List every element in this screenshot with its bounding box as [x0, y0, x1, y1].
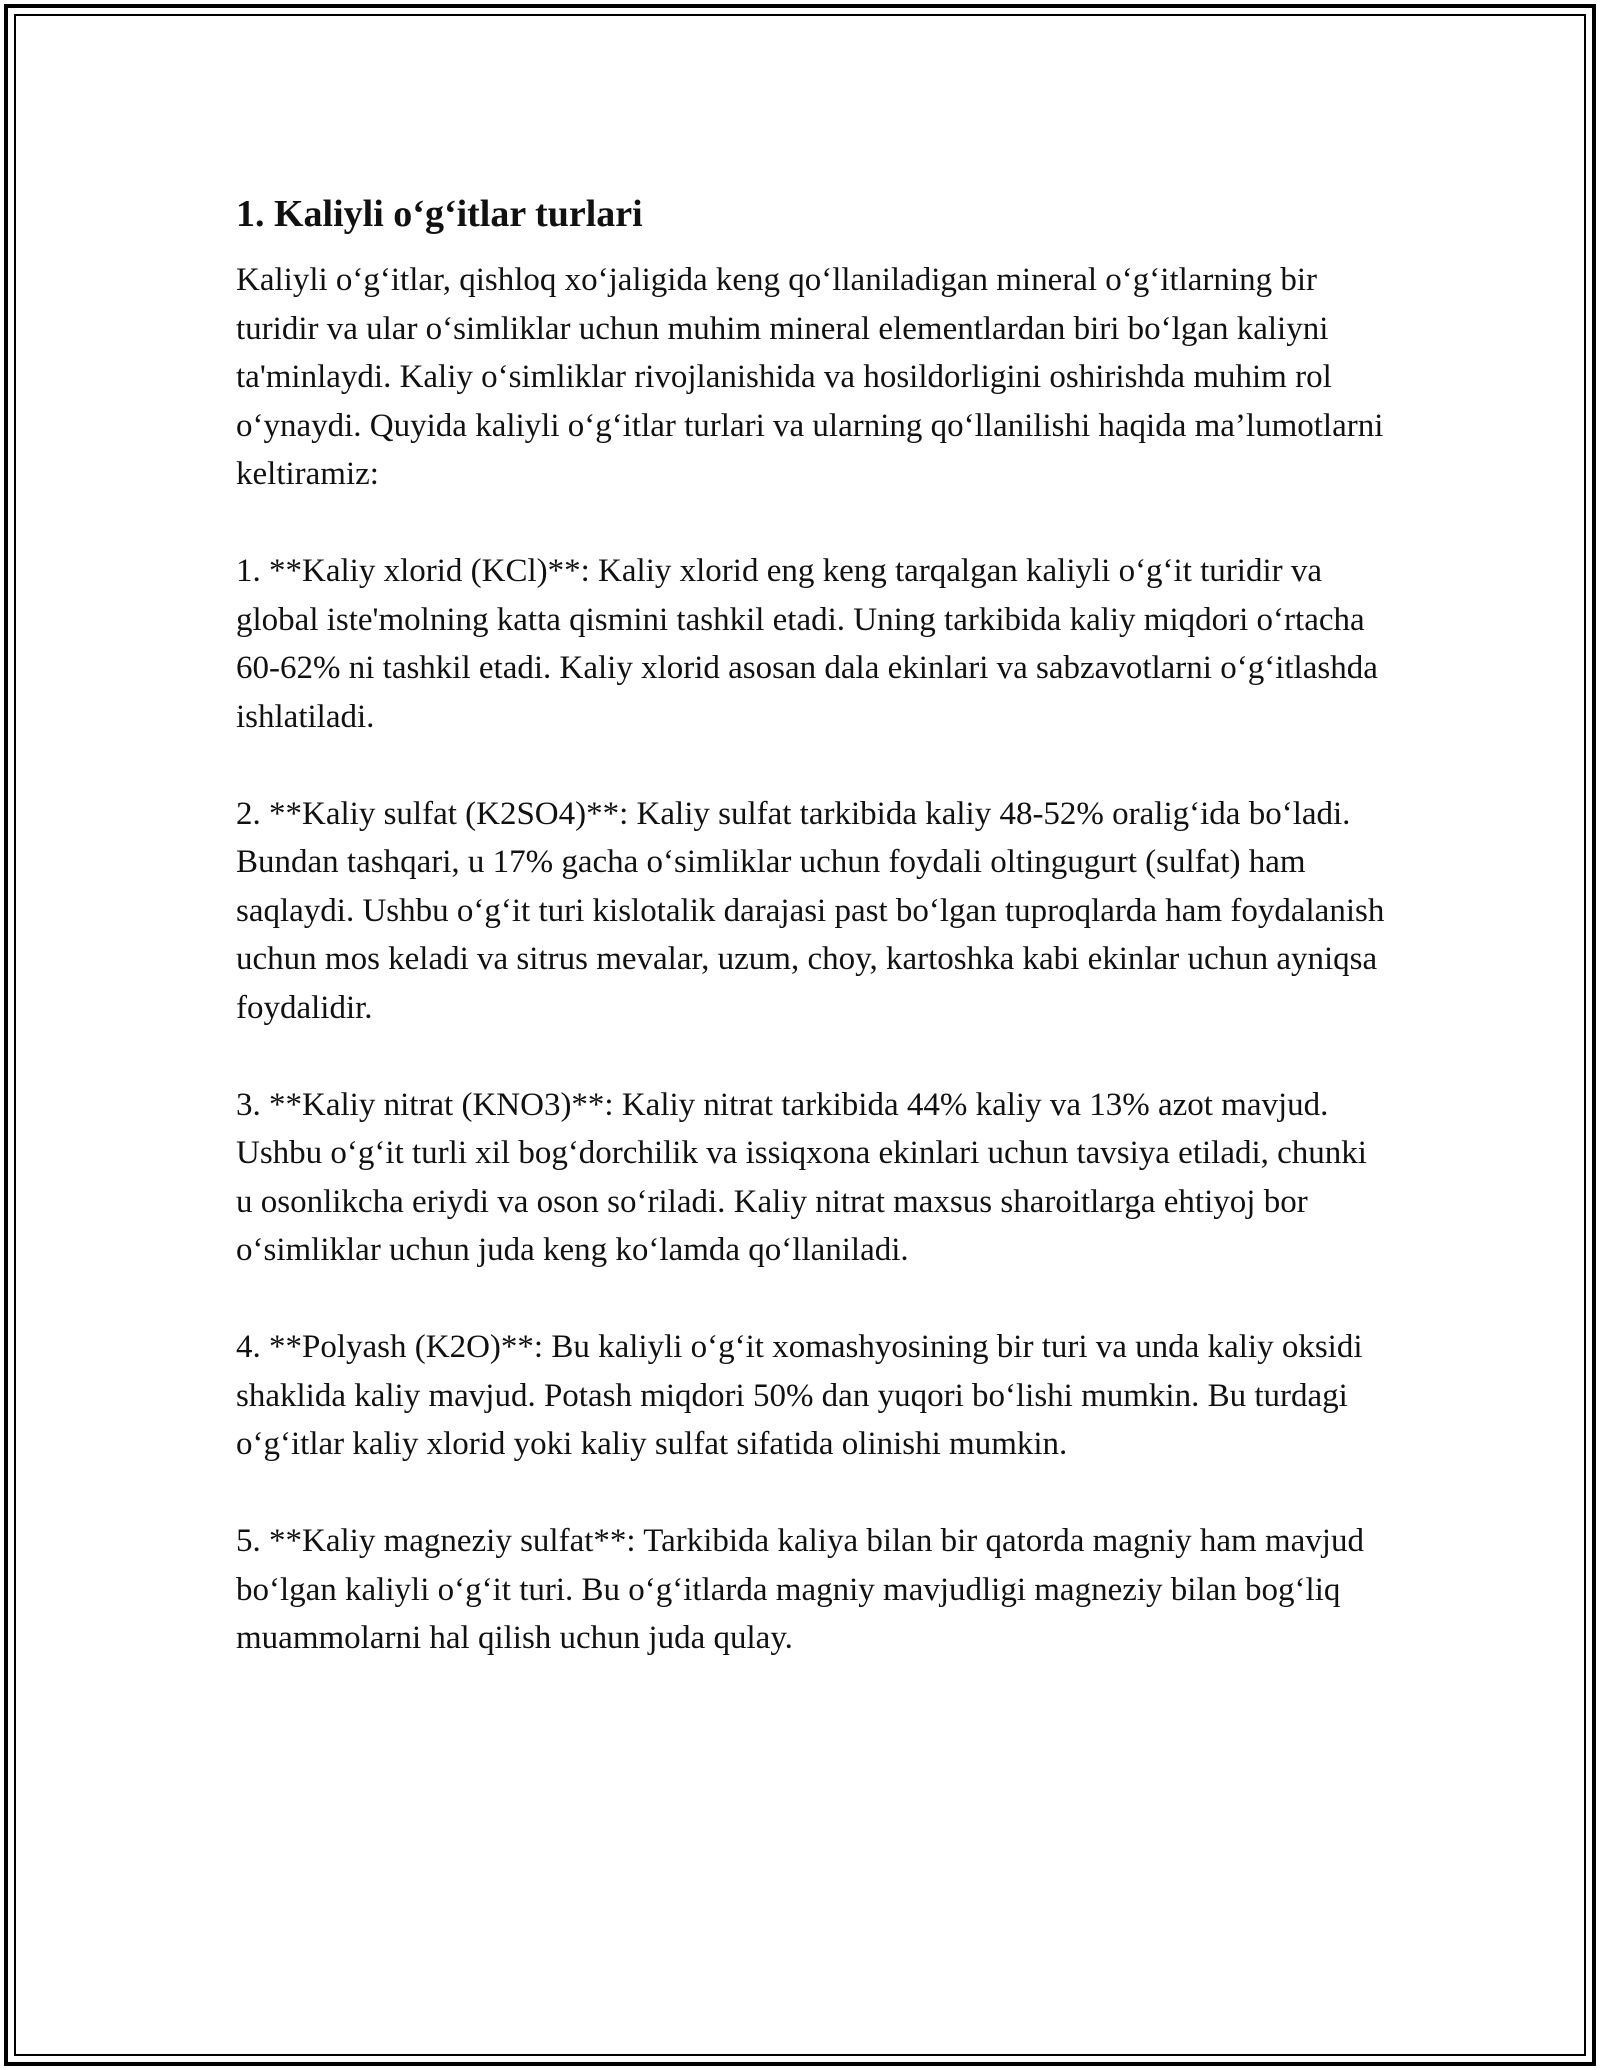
intro-paragraph: Kaliyli o‘g‘itlar, qishloq xo‘jaligida keng qo‘llaniladigan mineral o‘g‘itlarning bir turidir va ular o‘simliklar uchun muhim mineral elementlardan biri bo‘lgan kaliyni ta'minlaydi. Kaliy o‘simliklar rivojlanishida va hosildorligini oshirishda muhim rol o‘ynaydi. Quyida kaliyli o‘g‘itlar turlari va ularning qo‘llanilishi haqida ma’lumotlarni keltiramiz: — [236, 262, 1384, 492]
item-paragraph-kaliy-xlorid: 1. **Kaliy xlorid (KCl)**: Kaliy xlorid eng keng tarqalgan kaliyli o‘g‘it turidir va global iste'molning katta qismini tashkil etadi. Uning tarkibida kaliy miqdori o‘rtacha 60-62% ni tashkil etadi. Kaliy xlorid asosan dala ekinlari va sabzavotlarni o‘g‘itlashda ishlatiladi. — [236, 553, 1378, 735]
item-paragraph-kaliy-sulfat: 2. **Kaliy sulfat (K2SO4)**: Kaliy sulfat tarkibida kaliy 48-52% oralig‘ida bo‘ladi. Bundan tashqari, u 17% gacha o‘simliklar uchun foydali oltingugurt (sulfat) ham saqlaydi. Ushbu o‘g‘it turi kislotalik darajasi past bo‘lgan tuproqlarda ham foydalanish uchun mos keladi va sitrus mevalar, uzum, choy, kartoshka kabi ekinlar uchun ayniqsa foydalidir. — [236, 795, 1385, 1026]
item-paragraph-kaliy-nitrat: 3. **Kaliy nitrat (KNO3)**: Kaliy nitrat tarkibida 44% kaliy va 13% azot mavjud. Ushbu o‘g‘it turli xil bog‘dorchilik va issiqxona ekinlari uchun tavsiya etiladi, chunki u osonlikcha eriydi va oson so‘riladi. Kaliy nitrat maxsus sharoitlarga ehtiyoj bor o‘simliklar uchun juda keng ko‘lamda qo‘llaniladi. — [236, 1086, 1367, 1268]
item-paragraph-polyash: 4. **Polyash (K2O)**: Bu kaliyli o‘g‘it xomashyosining bir turi va unda kaliy oksidi shaklida kaliy mavjud. Potash miqdori 50% dan yuqori bo‘lishi mumkin. Bu turdagi o‘g‘itlar kaliy xlorid yoki kaliy sulfat sifatida olinishi mumkin. — [236, 1329, 1363, 1462]
section-title: 1. Kaliyli o‘g‘itlar turlari — [236, 193, 643, 235]
item-paragraph-kaliy-magneziy-sulfat: 5. **Kaliy magneziy sulfat**: Tarkibida kaliya bilan bir qatorda magniy ham mavjud bo‘lgan kaliyli o‘g‘it turi. Bu o‘g‘itlarda magniy mavjudligi magneziy bilan bog‘liq muammolarni hal qilish uchun juda qulay. — [236, 1523, 1364, 1656]
document-body — [236, 186, 1386, 1711]
